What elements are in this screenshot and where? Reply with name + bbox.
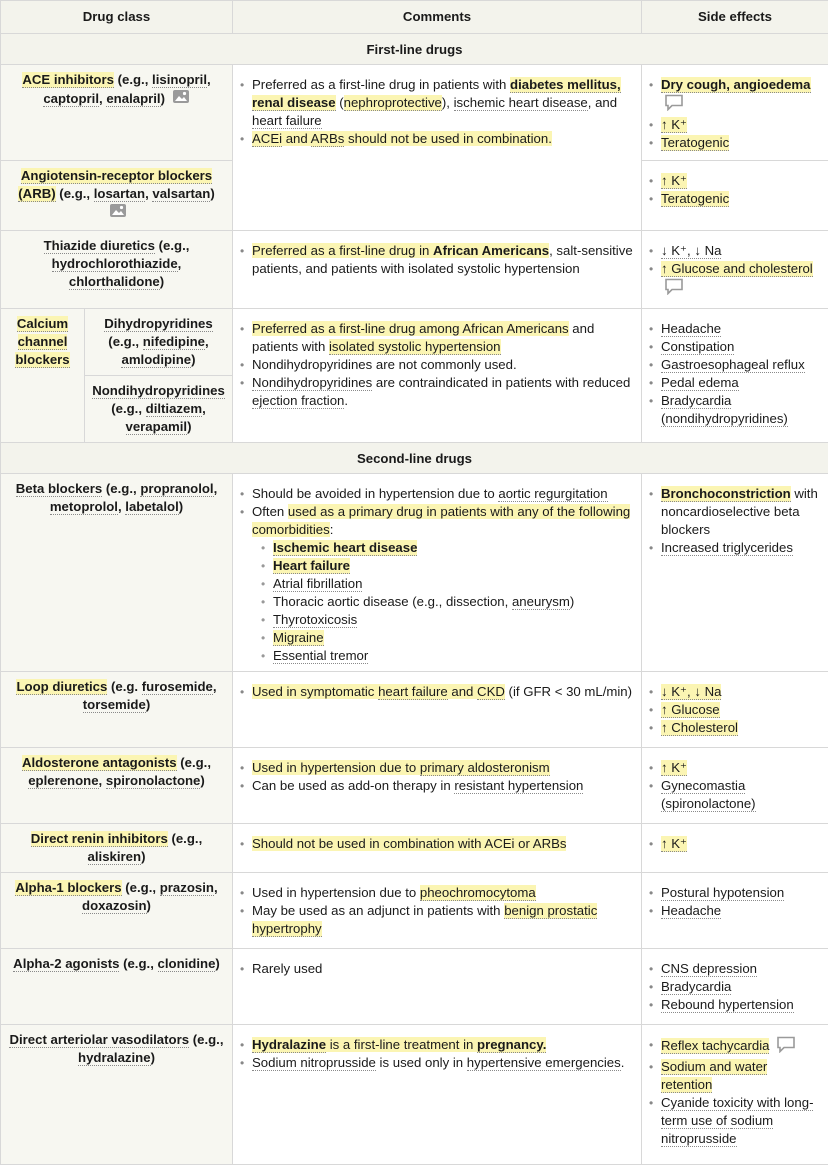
side-effects-beta [642,474,828,672]
drug-loop-diuretics: Loop diuretics (e.g. furosemide, torsemide) [1,672,233,748]
link-ccb[interactable]: Calcium channel blockers [15,316,69,368]
link-primary-aldosteronism[interactable]: primary aldosteronism [420,760,550,776]
link-lisinopril[interactable]: lisinopril [152,72,207,88]
link-enalapril[interactable]: enalapril [106,91,160,107]
link-ejection-fraction[interactable]: ejection fraction [252,393,344,409]
link-thiazide[interactable]: Thiazide diuretics [44,238,155,254]
list-item: • Gastroesophageal reflux [648,356,822,374]
link-aliskiren[interactable]: aliskiren [88,849,142,865]
list-item: • Hydralazine is a first-line treatment in pregnancy. [239,1036,635,1054]
link-heart-failure[interactable]: heart failure [252,113,322,129]
list-item: • ↓ K⁺, ↓ Na [648,242,822,260]
comments-loop [233,672,642,748]
list-item: • Rebound hypertension [648,996,822,1014]
list-item: • Dry cough, angioedema [648,76,822,116]
list-item: • Bronchoconstriction with noncardioselective beta blockers [648,485,822,539]
list-item: • ACEi and ARBs should not be used in combination. [239,130,635,148]
link-aneurysm[interactable]: aneurysm [512,594,570,610]
link-ischemic-heart-disease[interactable]: ischemic heart disease [454,95,588,111]
row-ccb-dhp [1,309,828,376]
list-item: • Pedal edema [648,374,822,392]
comments-ace-arb [233,65,642,231]
link-aldosterone-antagonists[interactable]: Aldosterone antagonists [22,755,177,771]
link-losartan[interactable]: losartan [94,186,145,202]
drug-thiazide: Thiazide diuretics (e.g., hydrochlorothiazide, chlorthalidone) [1,231,233,309]
header-row [1,1,828,34]
list-item: • Rarely used [239,960,635,978]
link-bph[interactable]: benign prostatic hypertrophy [252,903,597,937]
link-captopril[interactable]: captopril [43,91,99,107]
image-icon[interactable] [172,89,190,110]
link-nondihydropyridines[interactable]: Nondihydropyridines [92,383,225,399]
list-item: • ↑ Cholesterol [648,719,822,737]
link-labetalol[interactable]: labetalol [125,499,179,515]
list-item: • ↑ K⁺ [648,172,822,190]
list-item: • Thyrotoxicosis [260,611,635,629]
link-pheochromocytoma[interactable]: pheochromocytoma [420,885,536,901]
link-hypertensive-emergencies[interactable]: hypertensive emergencies [467,1055,621,1071]
link-hydralazine[interactable]: hydralazine [78,1050,151,1066]
col-drug-class: Drug class [1,1,233,34]
comments-ccb [233,309,642,443]
list-item: • Migraine [260,629,635,647]
drug-ace-inhibitors: ACE inhibitors (e.g., lisinopril, captopril, enalapril) [1,65,233,161]
list-item: • ↑ Glucose [648,701,822,719]
row-alpha1-blockers [1,873,828,949]
link-sodium-nitroprusside-2[interactable]: sodium nitroprusside [661,1113,773,1147]
list-item: • Used in hypertension due to pheochromocytoma [239,884,635,902]
list-item: • Sodium and water retention [648,1058,822,1094]
list-item: • CNS depression [648,960,822,978]
link-diabetes-renal[interactable]: diabetes mellitus, renal disease [252,77,621,111]
drug-nondihydropyridines: Nondihydropyridines (e.g., diltiazem, verapamil) [85,376,233,443]
link-chlorthalidone[interactable]: chlorthalidone [69,274,160,290]
link-acei[interactable]: ACEi [252,131,282,147]
list-item: • Used in symptomatic heart failure and CKD (if GFR < 30 mL/min) [239,683,635,701]
list-item: • Constipation [648,338,822,356]
section-first-line: First-line drugs [1,34,828,65]
drug-dihydropyridines: Dihydropyridines (e.g., nifedipine, amlodipine) [85,309,233,376]
list-item: • ↑ Glucose and cholesterol [648,260,822,300]
side-effects-vasodilators [642,1025,828,1165]
comment-icon[interactable] [664,94,684,116]
drug-alpha2-agonists: Alpha-2 agonists (e.g., clonidine) [1,949,233,1025]
link-loop-diuretics[interactable]: Loop diuretics [16,679,107,695]
row-renin-inhibitors [1,824,828,873]
link-ace-inhibitors[interactable]: ACE inhibitors [22,72,114,88]
list-item: • Sodium nitroprusside is used only in hypertensive emergencies. [239,1054,635,1072]
list-item: • Should be avoided in hypertension due to aortic regurgitation [239,485,635,503]
list-item: • Reflex tachycardia [648,1036,822,1058]
side-effects-alpha2 [642,949,828,1025]
list-item: • Teratogenic [648,190,822,208]
side-effects-ccb [642,309,828,443]
list-item: • Atrial fibrillation [260,575,635,593]
list-item: • ↑ K⁺ [648,116,822,134]
list-item: • Increased triglycerides [648,539,822,557]
link-direct-renin-inhibitors[interactable]: Direct renin inhibitors [31,831,168,847]
list-item: • Often used as a primary drug in patients with any of the following comorbidities: • Ischemic heart disease • Heart failure • Atrial fibrillation • Thoracic aortic disease (e.g., dissection, aneurysm) • Thyrotoxicosis • Migraine • Essential tremor [239,503,635,665]
list-item: • Preferred as a first-line drug in African Americans, salt-sensitive patients, and patients with isolated systolic hypertension [239,242,635,278]
list-item: • Preferred as a first-line drug among African Americans and patients with isolated systolic hypertension [239,320,635,356]
comments-beta [233,474,642,672]
link-verapamil[interactable]: verapamil [126,419,188,435]
list-item: • Headache [648,320,822,338]
link-dihydropyridines[interactable]: Dihydropyridines [104,316,212,332]
link-eplerenone[interactable]: eplerenone [28,773,98,789]
link-ckd[interactable]: CKD [477,684,505,700]
row-thiazide [1,231,828,309]
comments-thiazide [233,231,642,309]
drug-aldosterone: Aldosterone antagonists (e.g., eplerenone, spironolactone) [1,748,233,824]
link-spironolactone[interactable]: spironolactone [106,773,201,789]
link-sodium-nitroprusside[interactable]: Sodium nitroprusside [252,1055,376,1071]
link-aortic-regurgitation[interactable]: aortic regurgitation [498,486,607,502]
comment-icon[interactable] [664,278,684,300]
list-item: • May be used as an adjunct in patients with benign prostatic hypertrophy [239,902,635,938]
link-prazosin[interactable]: prazosin [160,880,214,896]
col-comments: Comments [233,1,642,34]
col-side-effects: Side effects [642,1,828,34]
link-heart-failure-2[interactable]: heart failure [378,684,448,700]
link-direct-arteriolar-vasodilators[interactable]: Direct arteriolar vasodilators [9,1032,189,1048]
comment-icon[interactable] [776,1036,796,1058]
side-effects-aldosterone [642,748,828,824]
list-item: • Bradycardia [648,978,822,996]
comments-vasodilators [233,1025,642,1165]
image-icon[interactable] [109,203,127,224]
drug-alpha1-blockers: Alpha-1 blockers (e.g., prazosin, doxazosin) [1,873,233,949]
list-item: • Ischemic heart disease [260,539,635,557]
list-item: • Thoracic aortic disease (e.g., dissection, aneurysm) [260,593,635,611]
side-effects-thiazide [642,231,828,309]
list-item: • Headache [648,902,822,920]
list-item: • Cyanide toxicity with long-term use of sodium nitroprusside [648,1094,822,1148]
link-valsartan[interactable]: valsartan [152,186,210,202]
list-item: • Heart failure [260,557,635,575]
row-alpha2-agonists [1,949,828,1025]
link-pregnancy[interactable]: pregnancy. [477,1037,546,1053]
list-item: • Postural hypotension [648,884,822,902]
link-alpha2-agonists[interactable]: Alpha-2 agonists [13,956,119,972]
side-effects-loop [642,672,828,748]
link-diltiazem[interactable]: diltiazem [146,401,202,417]
link-torsemide[interactable]: torsemide [83,697,146,713]
side-effects-ace [642,65,828,161]
drug-vasodilators: Direct arteriolar vasodilators (e.g., hydralazine) [1,1025,233,1165]
list-item: • Nondihydropyridines are contraindicated in patients with reduced ejection fraction. [239,374,635,410]
side-effects-renin [642,824,828,873]
list-item: • Bradycardia (nondihydropyridines) [648,392,822,428]
link-arbs[interactable]: ARBs [311,131,345,147]
side-effects-alpha1 [642,873,828,949]
comments-alpha1 [233,873,642,949]
link-alpha1-blockers[interactable]: Alpha-1 blockers [15,880,121,896]
link-isolated-systolic[interactable]: isolated systolic hypertension [329,339,501,355]
list-item: • Used in hypertension due to primary aldosteronism [239,759,635,777]
list-item: • Gynecomastia (spironolactone) [648,777,822,813]
comments-alpha2 [233,949,642,1025]
list-item: • Can be used as add-on therapy in resistant hypertension [239,777,635,795]
comments-renin [233,824,642,873]
list-item: • Nondihydropyridines are not commonly used. [239,356,635,374]
link-hydralazine-2[interactable]: Hydralazine [252,1037,326,1053]
row-ace-inhibitors [1,65,828,161]
link-beta-blockers[interactable]: Beta blockers [16,481,103,497]
list-item: • Preferred as a first-line drug in patients with diabetes mellitus, renal disease (nephroprotective), ischemic heart disease, and heart failure [239,76,635,130]
row-beta-blockers [1,474,828,672]
link-nifedipine[interactable]: nifedipine [143,334,205,350]
row-aldosterone [1,748,828,824]
link-clonidine[interactable]: clonidine [158,956,216,972]
link-resistant-hypertension[interactable]: resistant hypertension [454,778,583,794]
section-second-line: Second-line drugs [1,443,828,474]
link-doxazosin[interactable]: doxazosin [82,898,146,914]
link-hydrochlorothiazide[interactable]: hydrochlorothiazide [52,256,178,272]
link-arb[interactable]: Angiotensin-receptor blockers (ARB) [18,168,212,202]
drug-beta-blockers: Beta blockers (e.g., propranolol, metoprolol, labetalol) [1,474,233,672]
link-propranolol[interactable]: propranolol [140,481,213,497]
row-loop-diuretics [1,672,828,748]
drug-ccb [1,309,85,443]
link-metoprolol[interactable]: metoprolol [50,499,118,515]
drug-renin-inhibitors: Direct renin inhibitors (e.g., aliskiren) [1,824,233,873]
link-furosemide[interactable]: furosemide [142,679,213,695]
side-effects-arb [642,161,828,231]
comments-aldosterone [233,748,642,824]
drug-arb: Angiotensin-receptor blockers (ARB) (e.g., losartan, valsartan) [1,161,233,231]
list-item: • ↑ K⁺ [648,835,822,853]
list-item: • Essential tremor [260,647,635,665]
link-nephroprotective[interactable]: nephroprotective [344,95,442,111]
list-item: • Should not be used in combination with ACEi or ARBs [239,835,635,853]
link-amlodipine[interactable]: amlodipine [121,352,191,368]
list-item: • ↓ K⁺, ↓ Na [648,683,822,701]
row-vasodilators [1,1025,828,1165]
list-item: • Teratogenic [648,134,822,152]
list-item: • ↑ K⁺ [648,759,822,777]
